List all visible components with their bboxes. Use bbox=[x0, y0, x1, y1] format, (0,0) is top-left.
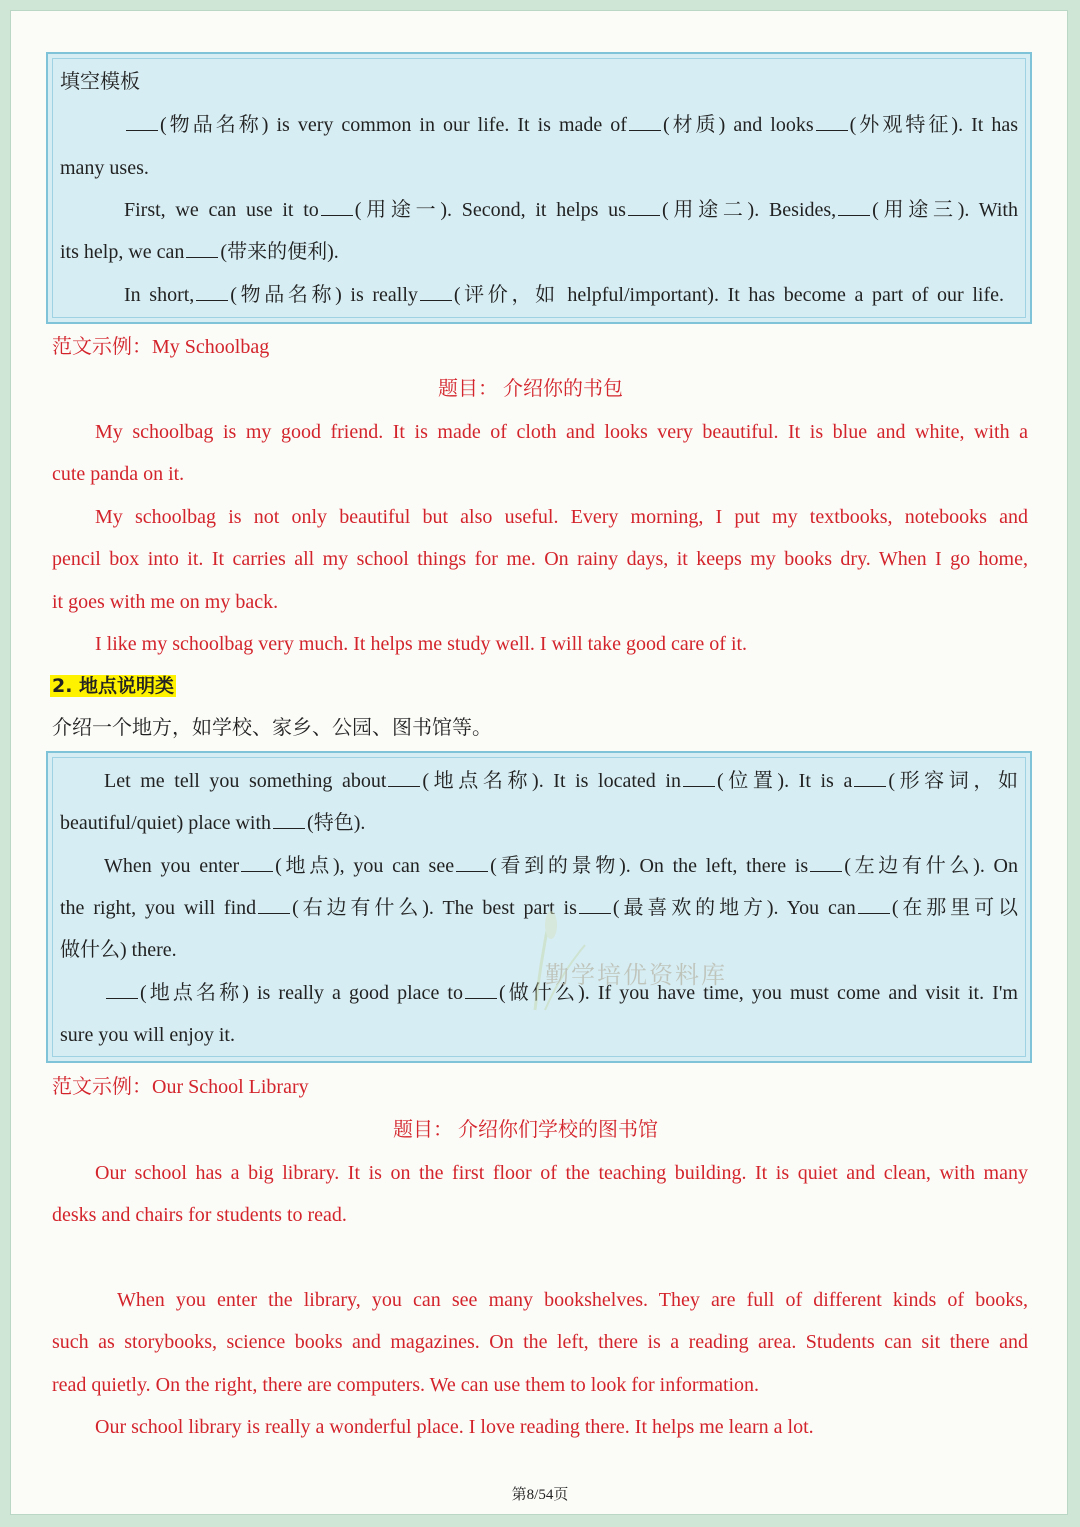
blank[interactable] bbox=[629, 116, 661, 131]
blank[interactable] bbox=[186, 243, 218, 258]
template2-line-4: the right, you will find (右边有什么). The best part is (最喜欢的地方). You can (在那里可以 bbox=[60, 897, 1018, 919]
blank[interactable] bbox=[816, 116, 848, 131]
template2-line-5: 做什么) there. bbox=[60, 939, 177, 961]
template1-line-5: In short, (物品名称) is really (评价，如 helpful/important). It has become a part of our life. bbox=[124, 284, 1004, 306]
template2-line-7: sure you will enjoy it. bbox=[60, 1024, 235, 1046]
watermark-plant-icon bbox=[505, 905, 595, 1015]
example2-para-2-line-2: such as storybooks, science books and magazines. On the left, there is a reading area. Students can sit there and bbox=[52, 1331, 1028, 1353]
blank[interactable] bbox=[388, 772, 420, 787]
template-title: 填空模板 bbox=[60, 71, 140, 93]
blank[interactable] bbox=[858, 899, 890, 914]
blank[interactable] bbox=[854, 772, 886, 787]
example2-para-2-line-1: When you enter the library, you can see many bookshelves. They are full of different kinds of books, bbox=[117, 1289, 1028, 1311]
example2-para-2-line-3: read quietly. On the right, there are computers. We can use them to look for information. bbox=[52, 1374, 760, 1396]
template1-line-1: (物品名称) is very common in our life. It is made of (材质) and looks (外观特征). It has bbox=[124, 111, 1018, 139]
example1-para-1-line-2: cute panda on it. bbox=[52, 463, 185, 485]
example-label-1: 范文示例：My Schoolbag bbox=[52, 336, 270, 358]
example1-para-1-line-1: My schoolbag is my good friend. It is made of cloth and looks very beautiful. It is blue and white, with a bbox=[95, 421, 1028, 443]
section-heading: 2. 地点说明类 bbox=[52, 675, 175, 697]
example1-para-3: I like my schoolbag very much. It helps me study well. I will take good care of it. bbox=[95, 633, 748, 655]
template2-line-3: When you enter (地点), you can see (看到的景物). On the left, there is (左边有什么). On bbox=[104, 855, 1018, 877]
blank[interactable] bbox=[628, 201, 660, 216]
template2-line-6: (地点名称) is really a good place to (做什么). If you have time, you must come and visit it. I'm bbox=[104, 979, 1018, 1007]
watermark: 勤学培优资料库 bbox=[545, 955, 727, 990]
blank[interactable] bbox=[196, 286, 228, 301]
example1-para-2-line-3: it goes with me on my back. bbox=[52, 591, 279, 613]
blank[interactable] bbox=[126, 116, 158, 131]
blank[interactable] bbox=[456, 857, 488, 872]
blank[interactable] bbox=[683, 772, 715, 787]
example-topic-2: 题目： 介绍你们学校的图书馆 bbox=[393, 1119, 658, 1141]
section-description: 介绍一个地方，如学校、家乡、公园、图书馆等。 bbox=[52, 717, 492, 739]
template1-line-3: First, we can use it to (用途一). Second, it helps us (用途二). Besides, (用途三). With bbox=[124, 199, 1018, 221]
example2-para-3: Our school library is really a wonderful place. I love reading there. It helps me learn a lot. bbox=[95, 1416, 814, 1438]
blank[interactable] bbox=[273, 814, 305, 829]
example-label-2: 范文示例：Our School Library bbox=[52, 1076, 309, 1098]
blank[interactable] bbox=[241, 857, 273, 872]
example1-para-2-line-1: My schoolbag is not only beautiful but also useful. Every morning, I put my textbooks, notebooks and bbox=[95, 506, 1028, 528]
template1-line-4: its help, we can (带来的便利). bbox=[60, 241, 339, 263]
template1-line-2: many uses. bbox=[60, 157, 149, 179]
blank[interactable] bbox=[258, 899, 290, 914]
page-number: 第8/54页 bbox=[511, 1487, 569, 1503]
template2-line-1: Let me tell you something about (地点名称). It is located in (位置). It is a (形容词，如 bbox=[104, 770, 1018, 792]
blank[interactable] bbox=[838, 201, 870, 216]
blank[interactable] bbox=[106, 984, 138, 999]
blank[interactable] bbox=[810, 857, 842, 872]
example-topic-1: 题目： 介绍你的书包 bbox=[438, 378, 623, 400]
example2-para-1-line-1: Our school has a big library. It is on the first floor of the teaching building. It is quiet and clean, with many bbox=[95, 1162, 1028, 1184]
template2-line-2: beautiful/quiet) place with (特色). bbox=[60, 812, 366, 834]
example1-para-2-line-2: pencil box into it. It carries all my school things for me. On rainy days, it keeps my books dry. When I go home, bbox=[52, 548, 1028, 570]
blank[interactable] bbox=[420, 286, 452, 301]
blank[interactable] bbox=[465, 984, 497, 999]
example2-para-1-line-2: desks and chairs for students to read. bbox=[52, 1204, 347, 1226]
blank[interactable] bbox=[321, 201, 353, 216]
